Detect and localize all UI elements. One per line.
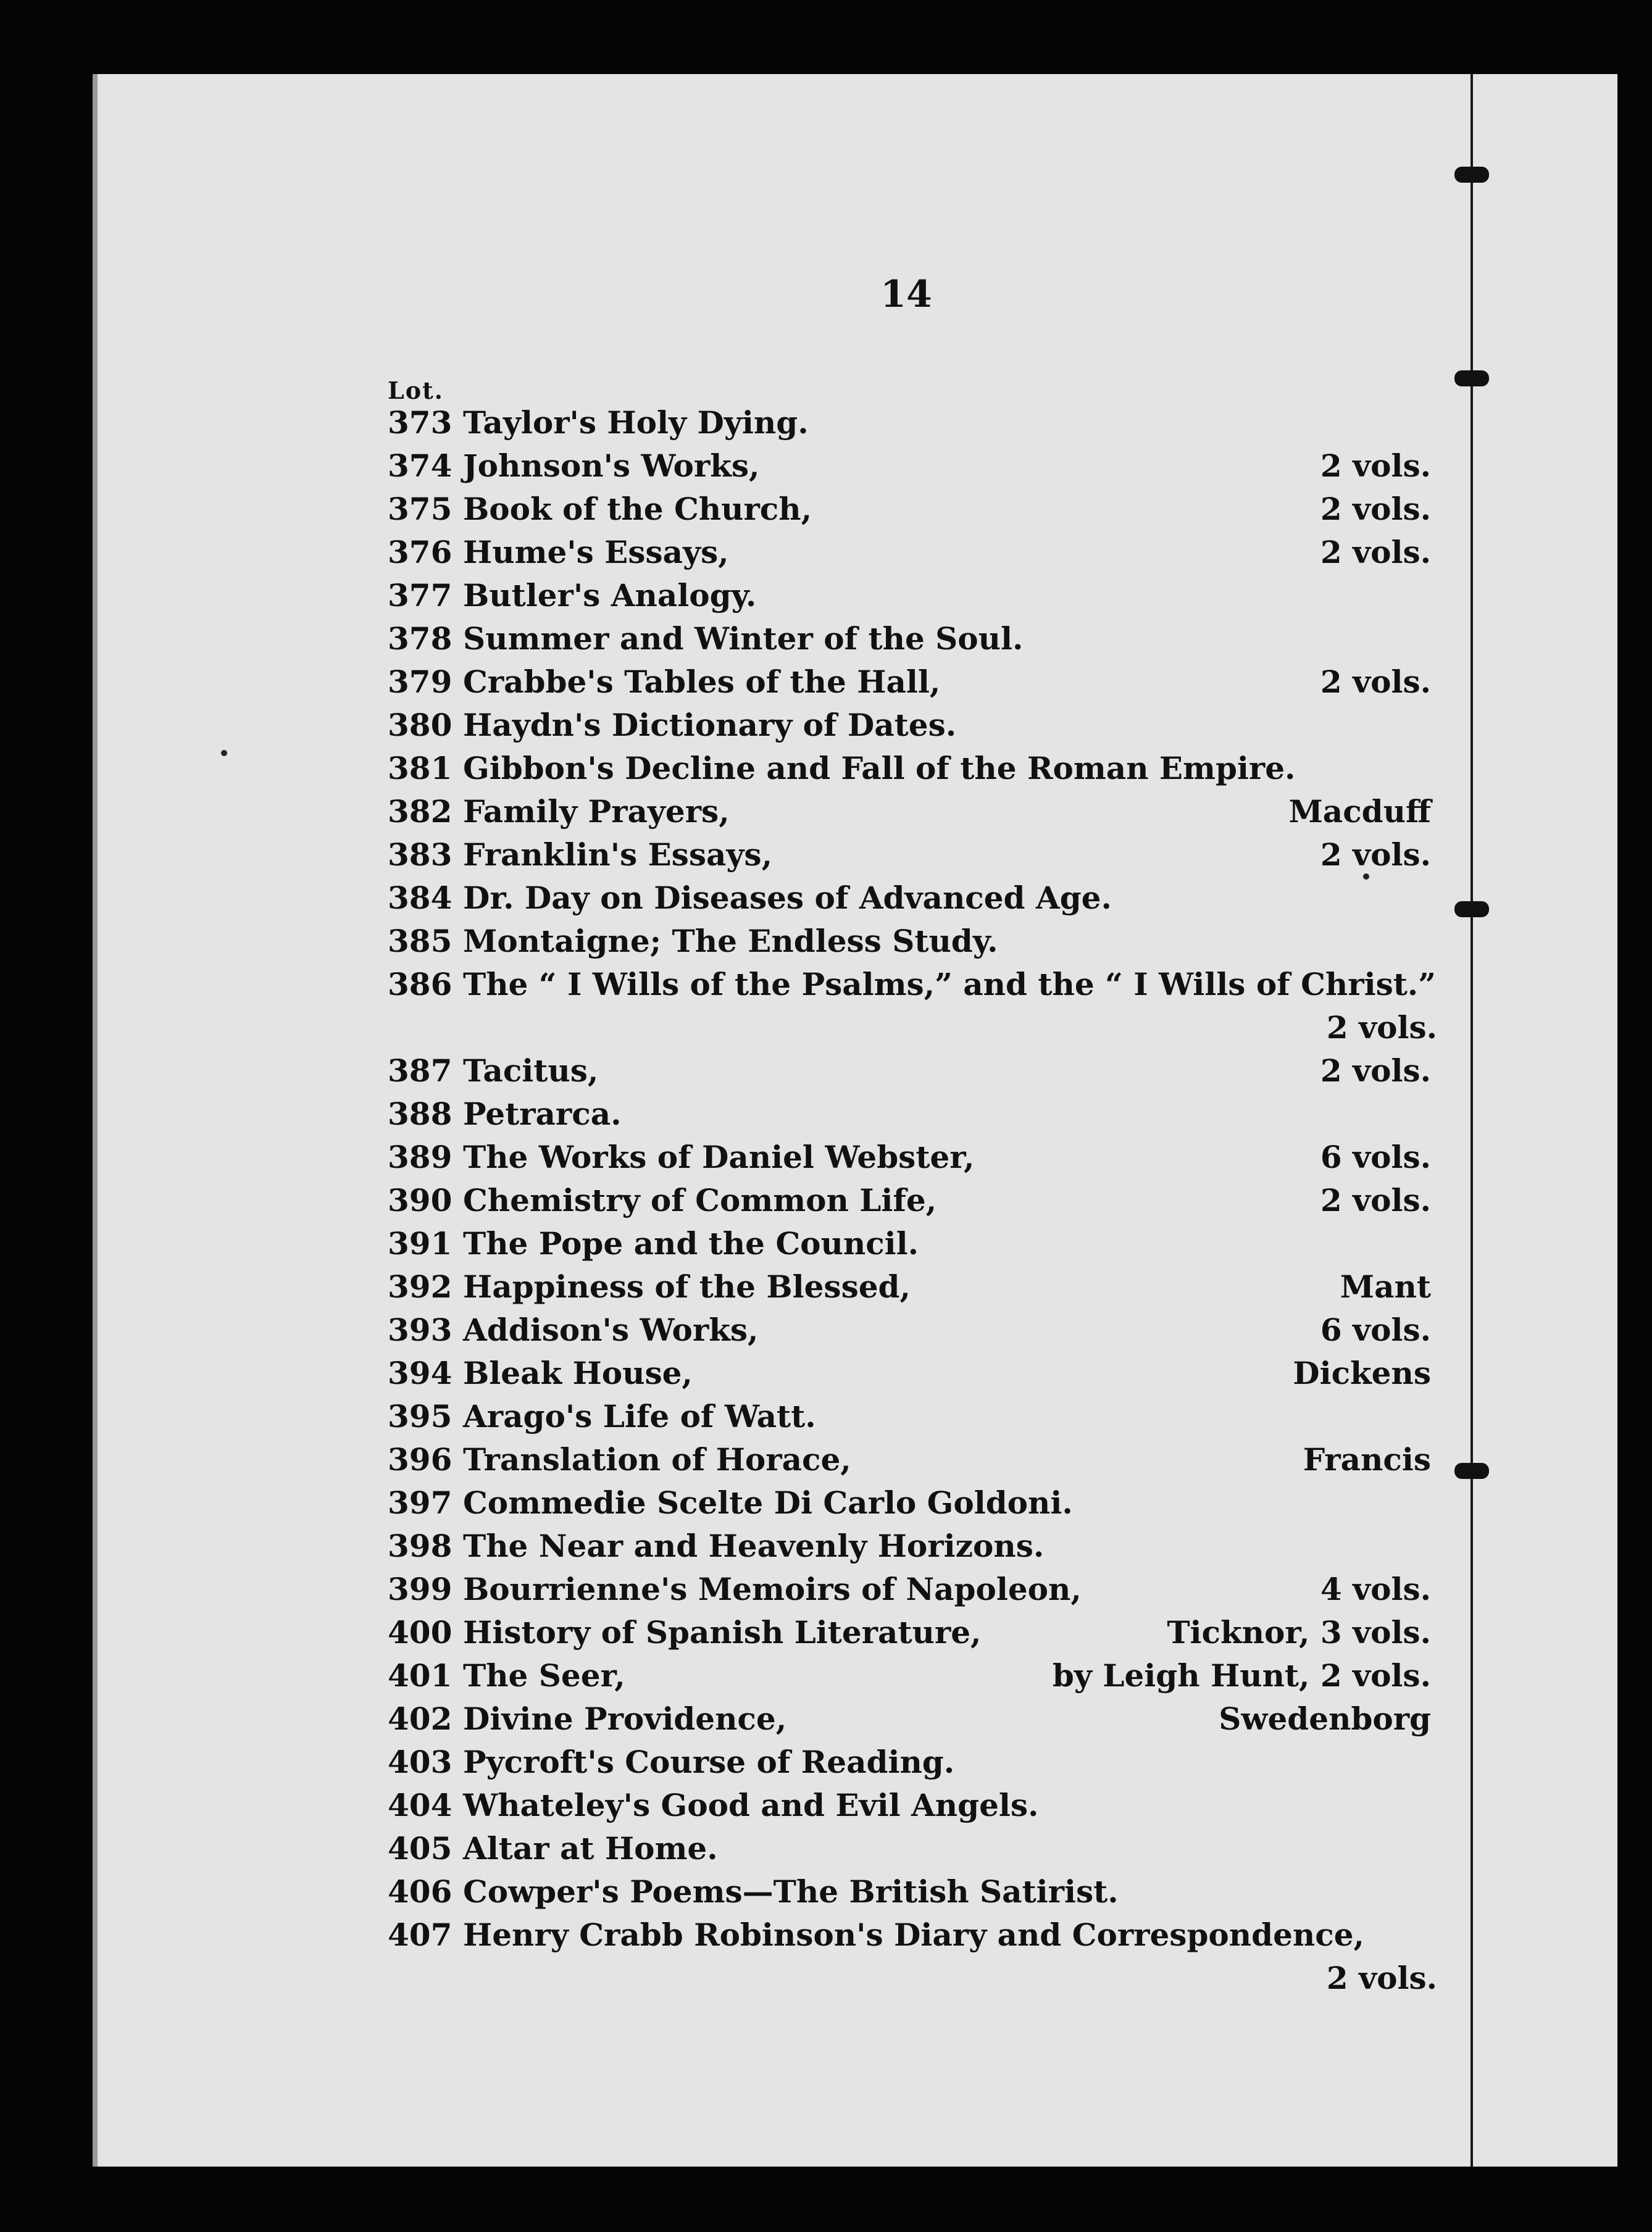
lot-column-header: Lot. xyxy=(388,377,444,404)
binding-clip xyxy=(1454,167,1489,183)
lot-title: The Near and Heavenly Horizons. xyxy=(463,1528,1045,1564)
lot-title: The Pope and the Council. xyxy=(463,1225,919,1262)
lot-number: 381 xyxy=(388,750,453,786)
lot-title: Crabbe's Tables of the Hall, xyxy=(463,664,941,700)
lot-number: 376 xyxy=(388,534,453,570)
binding-clip xyxy=(1454,1463,1489,1479)
lot-number: 384 xyxy=(388,880,453,916)
lot-title: Taylor's Holy Dying. xyxy=(463,404,809,441)
lot-note: 4 vols. xyxy=(1320,1571,1431,1607)
lot-number: 406 xyxy=(388,1873,453,1910)
lot-title: Pycroft's Course of Reading. xyxy=(463,1744,955,1780)
lot-entry xyxy=(98,1873,1622,1917)
lot-title: Henry Crabb Robinson's Diary and Correspondence, xyxy=(463,1917,1364,1953)
page-number: 14 xyxy=(880,273,932,316)
lot-entry xyxy=(98,1830,1622,1873)
lot-number: 402 xyxy=(388,1701,453,1737)
lot-number: 396 xyxy=(388,1441,453,1478)
lot-title: Commedie Scelte Di Carlo Goldoni. xyxy=(463,1485,1073,1521)
lot-note: Ticknor, 3 vols. xyxy=(1167,1614,1431,1651)
lot-entry xyxy=(98,491,1622,534)
lot-title: Franklin's Essays, xyxy=(463,836,772,873)
lot-title: Summer and Winter of the Soul. xyxy=(463,620,1024,657)
lot-title: History of Spanish Literature, xyxy=(463,1614,982,1651)
lot-entry xyxy=(98,1657,1622,1701)
lot-number: 378 xyxy=(388,620,453,657)
lot-note: Swedenborg xyxy=(1219,1701,1431,1737)
lot-note: 2 vols. xyxy=(1320,1052,1431,1089)
lot-entry xyxy=(98,1528,1622,1571)
lot-title: Haydn's Dictionary of Dates. xyxy=(463,707,957,743)
lot-title: Petrarca. xyxy=(463,1096,622,1132)
lot-entry xyxy=(98,923,1622,966)
lot-note: 2 vols. xyxy=(1326,1960,1437,1996)
lot-title: Tacitus, xyxy=(463,1052,599,1089)
lot-title: Family Prayers, xyxy=(463,793,730,830)
lot-title: Bleak House, xyxy=(463,1355,693,1391)
lot-number: 405 xyxy=(388,1830,453,1867)
lot-number: 404 xyxy=(388,1787,453,1823)
lot-number: 394 xyxy=(388,1355,453,1391)
lot-note: Mant xyxy=(1340,1268,1431,1305)
lot-entry xyxy=(98,836,1622,880)
lot-entry xyxy=(98,1096,1622,1139)
lot-note: Dickens xyxy=(1293,1355,1431,1391)
lot-note: 2 vols. xyxy=(1320,664,1431,700)
lot-entry xyxy=(98,1614,1622,1657)
lot-title: Book of the Church, xyxy=(463,491,812,527)
lot-number: 374 xyxy=(388,448,453,484)
lot-entry xyxy=(98,1009,1622,1052)
binding-edge xyxy=(1471,74,1473,2167)
lot-entry xyxy=(98,1701,1622,1744)
lot-entry xyxy=(98,577,1622,620)
lot-number: 407 xyxy=(388,1917,453,1953)
lot-number: 387 xyxy=(388,1052,453,1089)
lot-entry xyxy=(98,404,1622,448)
lot-entry xyxy=(98,1787,1622,1830)
lot-number: 379 xyxy=(388,664,453,700)
lot-number: 395 xyxy=(388,1398,453,1435)
lot-entry xyxy=(98,664,1622,707)
lot-entry xyxy=(98,1139,1622,1182)
catalog-page xyxy=(93,74,1617,2167)
lot-entry xyxy=(98,1355,1622,1398)
lot-title: Hume's Essays, xyxy=(463,534,729,570)
lot-note: Francis xyxy=(1303,1441,1431,1478)
lot-note: 6 vols. xyxy=(1320,1139,1431,1175)
lot-number: 389 xyxy=(388,1139,453,1175)
lot-entry xyxy=(98,1960,1622,2003)
lot-title: The Works of Daniel Webster, xyxy=(463,1139,975,1175)
lot-entry xyxy=(98,1917,1622,1960)
lot-title: Whateley's Good and Evil Angels. xyxy=(463,1787,1039,1823)
lot-number: 382 xyxy=(388,793,453,830)
lot-entry xyxy=(98,448,1622,491)
lot-number: 373 xyxy=(388,404,453,441)
lot-entry xyxy=(98,1225,1622,1268)
lot-note: Macduff xyxy=(1288,793,1431,830)
lot-title: Chemistry of Common Life, xyxy=(463,1182,937,1218)
lot-note: 2 vols. xyxy=(1320,448,1431,484)
lot-number: 397 xyxy=(388,1485,453,1521)
lot-entry xyxy=(98,707,1622,750)
lot-entry xyxy=(98,1744,1622,1787)
lot-entry xyxy=(98,1312,1622,1355)
lot-title: Divine Providence, xyxy=(463,1701,787,1737)
lot-title: The “ I Wills of the Psalms,” and the “ I Wills of Christ.” xyxy=(463,966,1436,1002)
ink-speck xyxy=(221,750,227,756)
lot-title: The Seer, xyxy=(463,1657,625,1694)
lot-number: 391 xyxy=(388,1225,453,1262)
lot-title: Dr. Day on Diseases of Advanced Age. xyxy=(463,880,1112,916)
lot-entry xyxy=(98,793,1622,836)
lot-note: 2 vols. xyxy=(1320,491,1431,527)
lot-note: by Leigh Hunt, 2 vols. xyxy=(1052,1657,1431,1694)
lot-note: 6 vols. xyxy=(1320,1312,1431,1348)
lot-title: Translation of Horace, xyxy=(463,1441,851,1478)
lot-note: 2 vols. xyxy=(1320,1182,1431,1218)
lot-entry xyxy=(98,1398,1622,1441)
lot-number: 392 xyxy=(388,1268,453,1305)
binding-clip xyxy=(1454,370,1489,386)
binding-clip xyxy=(1454,901,1489,917)
lot-entry xyxy=(98,620,1622,664)
lot-note: 2 vols. xyxy=(1326,1009,1437,1046)
lot-number: 380 xyxy=(388,707,453,743)
lot-number: 375 xyxy=(388,491,453,527)
lot-title: Gibbon's Decline and Fall of the Roman Empire. xyxy=(463,750,1296,786)
lot-title: Butler's Analogy. xyxy=(463,577,757,614)
lot-number: 390 xyxy=(388,1182,453,1218)
lot-entry xyxy=(98,750,1622,793)
lot-entry xyxy=(98,1441,1622,1485)
lot-entry xyxy=(98,1052,1622,1096)
lot-list xyxy=(98,404,1622,2003)
lot-title: Addison's Works, xyxy=(463,1312,759,1348)
lot-entry xyxy=(98,1268,1622,1312)
lot-number: 386 xyxy=(388,966,453,1002)
lot-entry xyxy=(98,1485,1622,1528)
lot-number: 399 xyxy=(388,1571,453,1607)
lot-title: Altar at Home. xyxy=(463,1830,718,1867)
lot-entry xyxy=(98,1182,1622,1225)
lot-title: Happiness of the Blessed, xyxy=(463,1268,911,1305)
ink-speck xyxy=(1363,873,1369,880)
lot-number: 385 xyxy=(388,923,453,959)
lot-number: 388 xyxy=(388,1096,453,1132)
lot-title: Arago's Life of Watt. xyxy=(463,1398,816,1435)
lot-note: 2 vols. xyxy=(1320,534,1431,570)
lot-number: 401 xyxy=(388,1657,453,1694)
lot-entry xyxy=(98,1571,1622,1614)
lot-entry xyxy=(98,966,1622,1009)
lot-title: Bourrienne's Memoirs of Napoleon, xyxy=(463,1571,1082,1607)
lot-entry xyxy=(98,880,1622,923)
lot-number: 403 xyxy=(388,1744,453,1780)
lot-number: 393 xyxy=(388,1312,453,1348)
lot-title: Cowper's Poems—The British Satirist. xyxy=(463,1873,1119,1910)
lot-number: 398 xyxy=(388,1528,453,1564)
lot-title: Montaigne; The Endless Study. xyxy=(463,923,998,959)
lot-number: 383 xyxy=(388,836,453,873)
lot-title: Johnson's Works, xyxy=(463,448,760,484)
lot-entry xyxy=(98,534,1622,577)
lot-number: 400 xyxy=(388,1614,453,1651)
lot-note: 2 vols. xyxy=(1320,836,1431,873)
lot-number: 377 xyxy=(388,577,453,614)
